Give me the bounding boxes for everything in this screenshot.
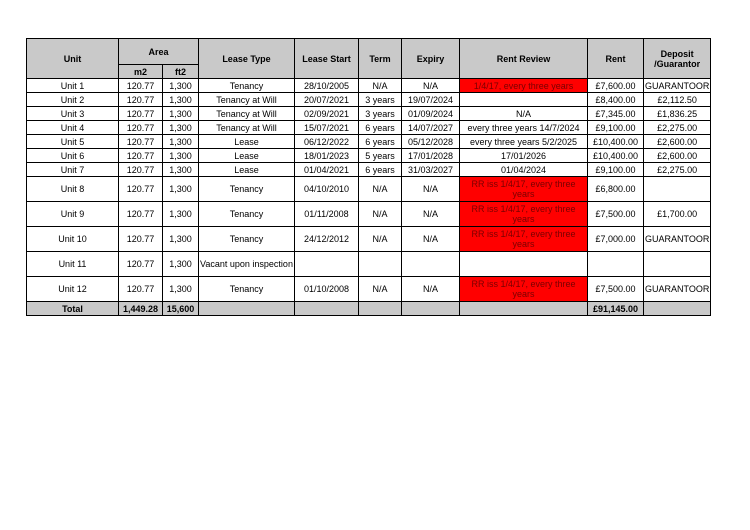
cell-lease-start: 02/09/2021 <box>295 107 359 121</box>
cell-lease-type: Vacant upon inspection <box>199 252 295 277</box>
cell-ft2: 1,300 <box>163 121 199 135</box>
cell-unit: Unit 11 <box>27 252 119 277</box>
cell-expiry: 31/03/2027 <box>402 163 460 177</box>
cell-unit: Unit 12 <box>27 277 119 302</box>
cell-m2: 120.77 <box>119 93 163 107</box>
col-m2-header: m2 <box>119 65 163 79</box>
cell-lease-start <box>295 252 359 277</box>
cell-rent: £7,345.00 <box>588 107 644 121</box>
cell-deposit: £2,600.00 <box>644 149 711 163</box>
cell-lease-type: Lease <box>199 135 295 149</box>
cell-rent: £7,000.00 <box>588 227 644 252</box>
cell-rent-review: N/A <box>460 107 588 121</box>
cell-deposit: £2,112.50 <box>644 93 711 107</box>
cell-lease-type: Tenancy <box>199 202 295 227</box>
cell-expiry: N/A <box>402 79 460 93</box>
col-rent-header: Rent <box>588 39 644 79</box>
cell-term: N/A <box>359 202 402 227</box>
cell-m2: 120.77 <box>119 277 163 302</box>
cell-ft2: 1,300 <box>163 163 199 177</box>
table-row <box>27 252 711 277</box>
table-row <box>27 149 711 163</box>
cell-unit: Unit 2 <box>27 93 119 107</box>
table-row <box>27 227 711 252</box>
table-row <box>27 79 711 93</box>
col-lease-start-header: Lease Start <box>295 39 359 79</box>
cell-rent: £7,500.00 <box>588 202 644 227</box>
col-rent-review-header: Rent Review <box>460 39 588 79</box>
cell-ft2: 1,300 <box>163 252 199 277</box>
cell-deposit: £2,600.00 <box>644 135 711 149</box>
col-expiry-header: Expiry <box>402 39 460 79</box>
cell-ft2: 1,300 <box>163 107 199 121</box>
cell-lease-type: Tenancy <box>199 277 295 302</box>
cell-rent-review-flagged <box>460 202 588 227</box>
table-row <box>27 277 711 302</box>
rent-review-text: RR iss 1/4/17, every three years <box>471 279 576 299</box>
cell-m2: 120.77 <box>119 135 163 149</box>
cell-rent-review-flagged <box>460 177 588 202</box>
cell-rent: £9,100.00 <box>588 163 644 177</box>
cell-deposit: £2,275.00 <box>644 163 711 177</box>
cell-deposit: GUARANTOOR <box>644 227 711 252</box>
cell-rent: £7,600.00 <box>588 79 644 93</box>
col-area-header: Area <box>119 39 199 65</box>
cell-lease-type: Tenancy <box>199 227 295 252</box>
cell-unit: Unit 8 <box>27 177 119 202</box>
total-empty-cell <box>460 302 588 316</box>
col-ft2-header: ft2 <box>163 65 199 79</box>
cell-ft2: 1,300 <box>163 277 199 302</box>
cell-lease-type: Tenancy at Will <box>199 121 295 135</box>
total-empty-cell <box>295 302 359 316</box>
table-row <box>27 177 711 202</box>
cell-rent-review-flagged <box>460 79 588 93</box>
header-row <box>27 39 711 65</box>
cell-rent: £8,400.00 <box>588 93 644 107</box>
cell-lease-type: Tenancy <box>199 177 295 202</box>
cell-rent-review: every three years 14/7/2024 <box>460 121 588 135</box>
cell-term: 3 years <box>359 107 402 121</box>
cell-term: N/A <box>359 79 402 93</box>
cell-lease-start: 15/07/2021 <box>295 121 359 135</box>
cell-rent: £10,400.00 <box>588 135 644 149</box>
cell-lease-start: 28/10/2005 <box>295 79 359 93</box>
cell-lease-type: Tenancy at Will <box>199 107 295 121</box>
cell-deposit: GUARANTOOR <box>645 80 710 91</box>
cell-rent-review: 01/04/2024 <box>460 163 588 177</box>
rent-review-text: 1/4/17, every three years <box>473 80 574 91</box>
total-label: Total <box>27 302 119 316</box>
cell-lease-start: 24/12/2012 <box>295 227 359 252</box>
cell-m2: 120.77 <box>119 121 163 135</box>
table-row <box>27 135 711 149</box>
cell-term: 5 years <box>359 149 402 163</box>
cell-ft2: 1,300 <box>163 93 199 107</box>
cell-term: 6 years <box>359 163 402 177</box>
cell-unit: Unit 3 <box>27 107 119 121</box>
cell-unit: Unit 7 <box>27 163 119 177</box>
cell-ft2: 1,300 <box>163 135 199 149</box>
cell-term: 3 years <box>359 93 402 107</box>
cell-deposit <box>644 252 711 277</box>
cell-deposit: GUARANTOOR <box>644 277 711 302</box>
table-row <box>27 93 711 107</box>
cell-lease-start: 01/04/2021 <box>295 163 359 177</box>
cell-term: 6 years <box>359 121 402 135</box>
cell-lease-type: Lease <box>199 149 295 163</box>
cell-rent: £6,800.00 <box>588 177 644 202</box>
cell-unit: Unit 1 <box>27 79 119 93</box>
cell-m2: 120.77 <box>119 149 163 163</box>
cell-unit: Unit 9 <box>27 202 119 227</box>
total-rent: £91,145.00 <box>588 302 644 316</box>
total-m2: 1,449.28 <box>119 302 163 316</box>
cell-m2: 120.77 <box>119 107 163 121</box>
total-empty-cell <box>359 302 402 316</box>
col-deposit-header: Deposit /Guarantor <box>644 39 711 79</box>
cell-expiry: N/A <box>402 177 460 202</box>
cell-m2: 120.77 <box>119 163 163 177</box>
cell-rent-review: 17/01/2026 <box>460 149 588 163</box>
rent-schedule-table <box>26 38 711 316</box>
cell-deposit: £1,700.00 <box>644 202 711 227</box>
cell-expiry: 14/07/2027 <box>402 121 460 135</box>
table-header <box>27 39 711 79</box>
table-row <box>27 107 711 121</box>
cell-rent: £7,500.00 <box>588 277 644 302</box>
cell-m2: 120.77 <box>119 252 163 277</box>
rent-review-text: RR iss 1/4/17, every three years <box>471 204 576 224</box>
cell-lease-type: Tenancy <box>199 79 295 93</box>
cell-ft2: 1,300 <box>163 227 199 252</box>
table-body <box>27 79 711 302</box>
cell-expiry <box>402 252 460 277</box>
cell-rent: £9,100.00 <box>588 121 644 135</box>
cell-term: N/A <box>359 227 402 252</box>
cell-m2: 120.77 <box>119 227 163 252</box>
cell-m2: 120.77 <box>119 79 163 93</box>
cell-lease-start: 06/12/2022 <box>295 135 359 149</box>
cell-expiry: 05/12/2028 <box>402 135 460 149</box>
cell-lease-type: Lease <box>199 163 295 177</box>
total-empty-cell <box>199 302 295 316</box>
cell-term: 6 years <box>359 135 402 149</box>
col-lease-type-header: Lease Type <box>199 39 295 79</box>
cell-lease-start: 20/07/2021 <box>295 93 359 107</box>
cell-ft2: 1,300 <box>163 149 199 163</box>
total-empty-cell <box>402 302 460 316</box>
cell-expiry: 17/01/2028 <box>402 149 460 163</box>
cell-unit: Unit 10 <box>27 227 119 252</box>
cell-rent: £10,400.00 <box>588 149 644 163</box>
col-unit-header: Unit <box>27 39 119 79</box>
cell-lease-start: 01/10/2008 <box>295 277 359 302</box>
cell-expiry: N/A <box>402 202 460 227</box>
cell-deposit: £1,836.25 <box>644 107 711 121</box>
cell-ft2: 1,300 <box>163 177 199 202</box>
cell-rent-review <box>460 93 588 107</box>
total-row <box>27 302 711 316</box>
cell-deposit <box>644 177 711 202</box>
cell-deposit: £2,275.00 <box>644 121 711 135</box>
rent-review-text: RR iss 1/4/17, every three years <box>471 179 576 199</box>
cell-rent <box>588 252 644 277</box>
cell-lease-start: 18/01/2023 <box>295 149 359 163</box>
cell-expiry: N/A <box>402 227 460 252</box>
total-empty-cell <box>644 302 711 316</box>
cell-term: N/A <box>359 277 402 302</box>
cell-expiry: N/A <box>402 277 460 302</box>
cell-rent-review: every three years 5/2/2025 <box>460 135 588 149</box>
cell-lease-type: Tenancy at Will <box>199 93 295 107</box>
cell-lease-start: 01/11/2008 <box>295 202 359 227</box>
col-term-header: Term <box>359 39 402 79</box>
cell-rent-review-flagged <box>460 227 588 252</box>
cell-lease-start: 04/10/2010 <box>295 177 359 202</box>
total-ft2: 15,600 <box>163 302 199 316</box>
cell-term <box>359 252 402 277</box>
cell-m2: 120.77 <box>119 202 163 227</box>
cell-unit: Unit 4 <box>27 121 119 135</box>
table-footer <box>27 302 711 316</box>
cell-unit: Unit 5 <box>27 135 119 149</box>
table-row <box>27 202 711 227</box>
rent-review-text: RR iss 1/4/17, every three years <box>471 229 576 249</box>
cell-rent-review-flagged <box>460 277 588 302</box>
cell-rent-review <box>460 252 588 277</box>
table-row <box>27 121 711 135</box>
cell-expiry: 01/09/2024 <box>402 107 460 121</box>
table-row <box>27 163 711 177</box>
cell-ft2: 1,300 <box>163 79 199 93</box>
cell-m2: 120.77 <box>119 177 163 202</box>
cell-expiry: 19/07/2024 <box>402 93 460 107</box>
cell-unit: Unit 6 <box>27 149 119 163</box>
cell-term: N/A <box>359 177 402 202</box>
cell-ft2: 1,300 <box>163 202 199 227</box>
